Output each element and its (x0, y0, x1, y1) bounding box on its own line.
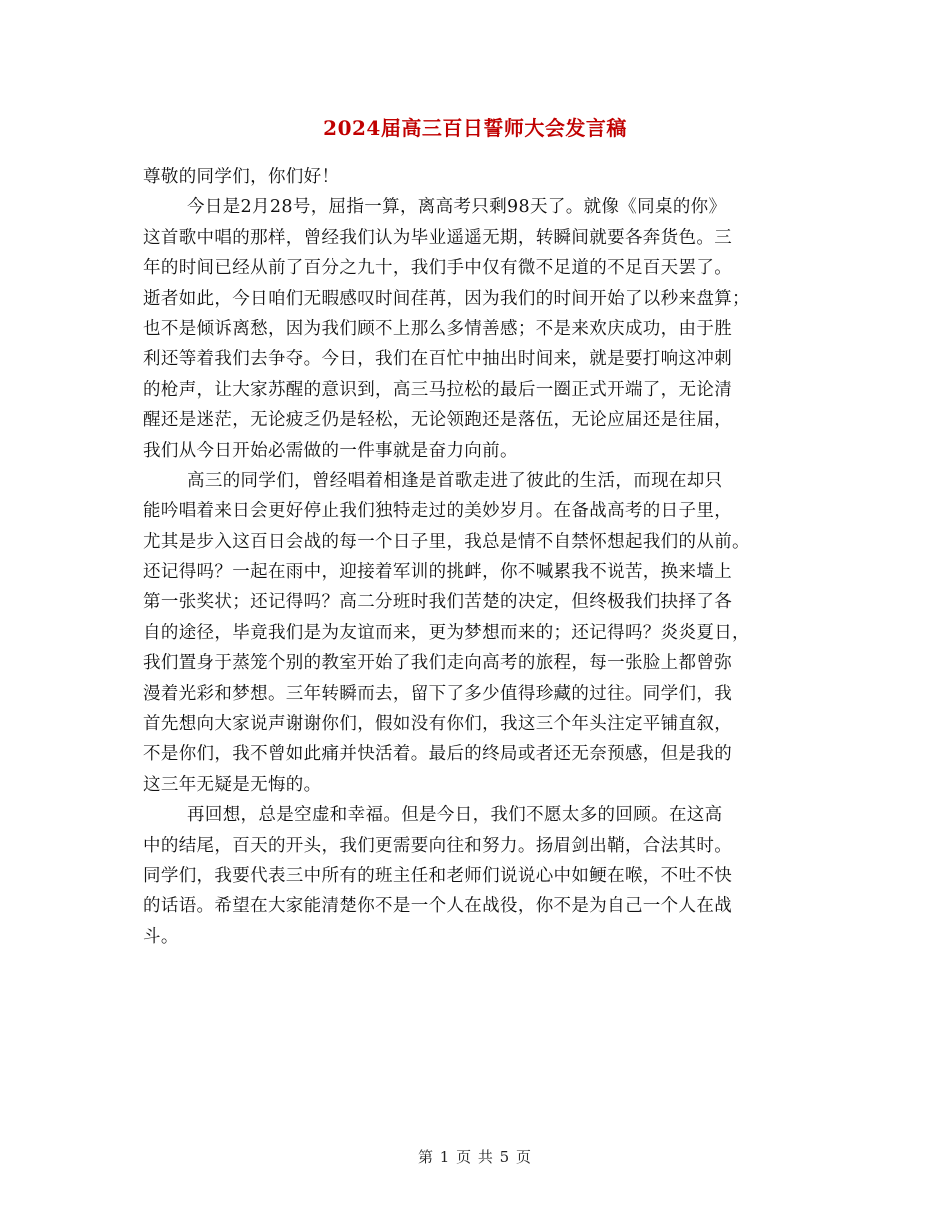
paragraph-line: 再回想，总是空虚和幸福。但是今日，我们不愿太多的回顾。在这高 (187, 805, 723, 826)
paragraph-2 (143, 466, 811, 800)
paragraph-line: 不是你们，我不曾如此痛并快活着。最后的终局或者还无奈预感，但是我的 (143, 744, 733, 765)
paragraph-line: 第一张奖状；还记得吗？高二分班时我们苦楚的决定，但终极我们抉择了各 (143, 592, 733, 613)
document-title: 2024届高三百日誓师大会发言稿 (323, 116, 627, 140)
paragraph-line: 尤其是步入这百日会战的每一个日子里，我总是情不自禁怀想起我们的从前。 (143, 531, 750, 552)
document-body (143, 162, 811, 952)
paragraph-line: 同学们，我要代表三中所有的班主任和老师们说说心中如鲠在喉，不吐不快 (143, 865, 733, 886)
paragraph-line: 能吟唱着来日会更好停止我们独特走过的美妙岁月。在备战高考的日子里， (143, 501, 733, 522)
paragraph-line: 中的结尾，百天的开头，我们更需要向往和努力。扬眉剑出鞘，合法其时。 (143, 835, 733, 856)
paragraph-line: 逝者如此，今日咱们无暇感叹时间荏苒，因为我们的时间开始了以秒来盘算； (143, 288, 750, 309)
paragraph-line: 首先想向大家说声谢谢你们，假如没有你们，我这三个年头注定平铺直叙， (143, 714, 733, 735)
paragraph-line: 漫着光彩和梦想。三年转瞬而去，留下了多少值得珍藏的过往。同学们，我 (143, 683, 733, 704)
paragraph-line: 自的途径，毕竟我们是为友谊而来，更为梦想而来的；还记得吗？炎炎夏日， (143, 622, 750, 643)
paragraph-line: 醒还是迷茫，无论疲乏仍是轻松，无论领跑还是落伍，无论应届还是往届， (143, 410, 733, 431)
paragraph-3 (143, 800, 811, 952)
paragraph-line: 也不是倾诉离愁，因为我们顾不上那么多情善感；不是来欢庆成功，由于胜 (143, 318, 733, 339)
page-footer: 第 1 页 共 5 页 (418, 1148, 532, 1166)
paragraph-line: 还记得吗？一起在雨中，迎接着军训的挑衅，你不喊累我不说苦，换来墙上 (143, 562, 733, 583)
salutation: 尊敬的同学们，你们好！ (143, 167, 340, 187)
paragraph-line: 这三年无疑是无悔的。 (143, 774, 322, 795)
paragraph-line: 这首歌中唱的那样，曾经我们认为毕业遥遥无期，转瞬间就要各奔货色。三 (143, 227, 733, 248)
paragraph-line: 利还等着我们去争夺。今日，我们在百忙中抽出时间来，就是要打响这冲刺 (143, 349, 733, 370)
paragraph-line: 的枪声，让大家苏醒的意识到，高三马拉松的最后一圈正式开端了，无论清 (143, 379, 733, 400)
paragraph-line: 高三的同学们，曾经唱着相逢是首歌走进了彼此的生活，而现在却只 (187, 470, 723, 491)
paragraph-line: 的话语。希望在大家能清楚你不是一个人在战役，你不是为自己一个人在战 (143, 896, 733, 917)
paragraph-line: 年的时间已经从前了百分之九十，我们手中仅有微不足道的不足百天罢了。 (143, 258, 733, 279)
paragraph-1 (143, 192, 811, 466)
paragraph-line: 斗。 (143, 926, 179, 947)
paragraph-line: 我们从今日开始必需做的一件事就是奋力向前。 (143, 440, 518, 461)
paragraph-line: 我们置身于蒸笼个别的教室开始了我们走向高考的旅程，每一张脸上都曾弥 (143, 653, 733, 674)
paragraph-line: 今日是2月28号，屈指一算，离高考只剩98天了。就像《同桌的你》 (187, 197, 727, 218)
